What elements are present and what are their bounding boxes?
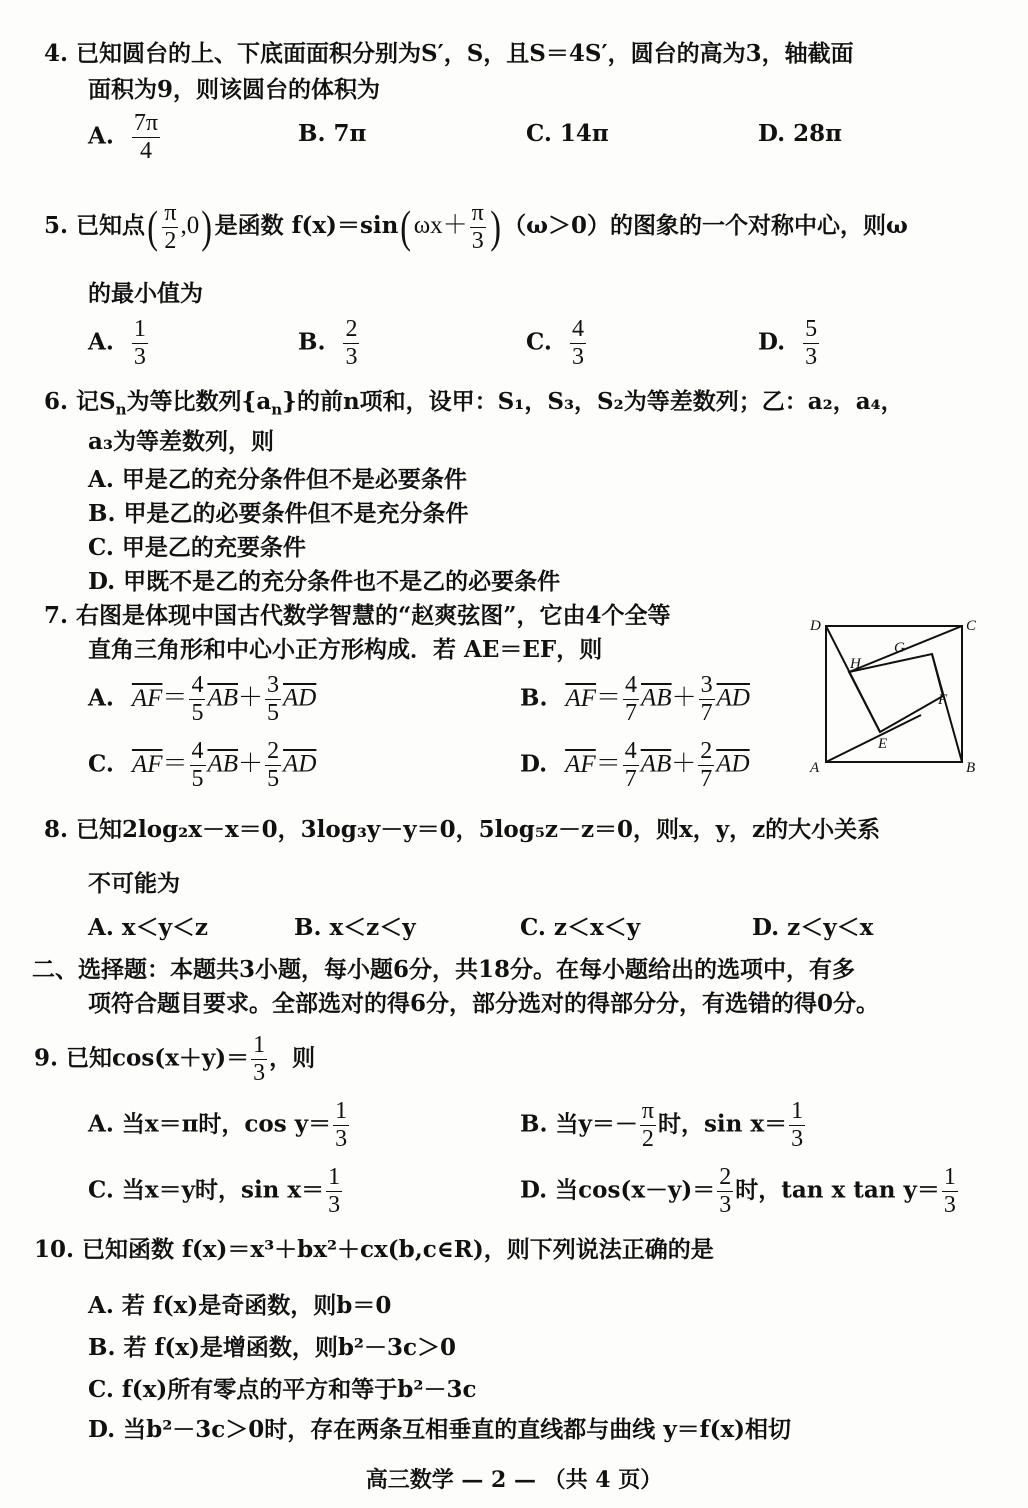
- q10-option-b: B. 若 f(x)是增函数，则b²－3c＞0: [88, 1334, 456, 1361]
- q5-text-3: （ω＞0）的图象的一个对称中心，则ω: [503, 212, 908, 239]
- q5-stem-line2: 的最小值为: [88, 280, 203, 307]
- q5-stem-line1: [44, 196, 908, 257]
- numerator: 4: [624, 738, 637, 764]
- q7-option-a: A. $\overline{AF}=$ $\frac{4}{5}$ $\overline{AB}+$ $\frac{3}{5}$ $\overline{AD}$: [88, 672, 317, 726]
- q8-option-a: A. x＜y＜z: [88, 914, 208, 941]
- numerator: 4: [625, 672, 638, 698]
- q9-text-1: 9. 已知cos(x＋y)＝: [34, 1044, 250, 1072]
- label: A.: [88, 684, 114, 712]
- vector-af: $\overline{AF}$: [131, 684, 163, 712]
- q5-option-a: [88, 316, 150, 371]
- fraction: [343, 316, 359, 371]
- section2-line2: 项符合题目要求。全部选对的得6分，部分选对的得部分分，有选错的得0分。: [88, 990, 880, 1017]
- label: B.: [520, 684, 548, 712]
- denominator: 3: [791, 1126, 804, 1152]
- page-footer: 高三数学 — 2 — （共 4 页）: [365, 1467, 663, 1493]
- paren-open: (: [400, 201, 412, 252]
- q5-point-fraction: [162, 200, 178, 255]
- text: C. 当x＝y时，sin x＝: [88, 1176, 325, 1204]
- q5-text-1: 5. 已知点: [44, 212, 146, 239]
- q9-option-b: [520, 1098, 807, 1153]
- segment-ae: [826, 715, 921, 762]
- segment-cg: [849, 626, 962, 672]
- q4-stem-line1: 4. 已知圆台的上、下底面面积分别为S′，S，且S＝4S′，圆台的高为3，轴截面: [44, 40, 854, 67]
- denominator: 3: [328, 1192, 341, 1218]
- denominator: 2: [641, 1126, 654, 1152]
- q4-option-a: [88, 110, 162, 165]
- numerator: 1: [328, 1164, 341, 1190]
- q8-option-b: B. x＜z＜y: [294, 914, 416, 941]
- q6-text-2: 为等比数列{a: [126, 388, 272, 415]
- label: C.: [526, 328, 552, 356]
- q7-stem-line2: 直角三角形和中心小正方形构成．若 AE＝EF，则: [88, 636, 603, 663]
- paren-open: (: [147, 201, 159, 252]
- label-b: B: [966, 760, 976, 776]
- q4-option-a-fraction: [132, 110, 160, 165]
- denominator: 5: [267, 700, 279, 726]
- text: A. 当x＝π时，cos y＝: [88, 1110, 332, 1138]
- denominator: 5: [191, 700, 204, 726]
- subscript: n: [115, 400, 127, 419]
- q8-option-d: D. z＜y＜x: [752, 914, 874, 941]
- denominator: 5: [191, 766, 204, 792]
- q5-option-b: [298, 316, 361, 371]
- q9-option-d: [520, 1164, 960, 1219]
- q9-text-2: ，则: [269, 1044, 316, 1072]
- numerator: π: [471, 199, 484, 226]
- label-e: E: [878, 736, 888, 752]
- numerator: 4: [571, 316, 584, 342]
- q6-text-1: 6. 记S: [44, 388, 116, 415]
- q6-stem-line1: [44, 386, 904, 426]
- paren-close: ): [201, 201, 213, 252]
- subscript: n: [271, 400, 283, 419]
- vector-ad: $\overline{AD}$: [283, 750, 317, 778]
- label-d: D: [810, 618, 821, 634]
- q4-option-a-label: A.: [88, 122, 114, 150]
- label-g: G: [894, 640, 905, 656]
- fraction: [570, 316, 586, 371]
- q7-option-b: B. $\overline{AF}=$ $\frac{4}{7}$ $\overline{AB}+$ $\frac{3}{7}$ $\overline{AD}$: [520, 672, 750, 726]
- section2-line1: 二、选择题：本题共3小题，每小题6分，共18分。在每小题给出的选项中，有多: [32, 956, 856, 983]
- q7-option-c: C. $\overline{AF}=$ $\frac{4}{5}$ $\overline{AB}+$ $\frac{2}{5}$ $\overline{AD}$: [88, 738, 317, 792]
- denominator: 7: [625, 700, 638, 726]
- vector-ad: $\overline{AD}$: [716, 750, 750, 778]
- q6-option-c: C. 甲是乙的充要条件: [88, 534, 306, 561]
- fraction: [789, 1098, 805, 1153]
- q5-arg-fraction: [470, 200, 486, 255]
- fraction: [190, 738, 206, 793]
- label-f: F: [938, 692, 948, 708]
- denominator: 7: [700, 766, 713, 792]
- q10-option-d: D. 当b²－3c＞0时，存在两条互相垂直的直线都与曲线 y＝f(x)相切: [88, 1416, 792, 1443]
- q6-option-a: A. 甲是乙的充分条件但不是必要条件: [88, 466, 467, 493]
- q5-text-2: 是函数 f(x)＝sin: [214, 212, 399, 239]
- q8-stem-line2: 不可能为: [88, 870, 180, 897]
- q4-stem-line2: 面积为9，则该圆台的体积为: [88, 76, 381, 103]
- q9-option-c: [88, 1164, 344, 1219]
- label: C.: [88, 750, 114, 778]
- numerator: 4: [191, 672, 204, 698]
- numerator: 7π: [133, 110, 158, 136]
- fraction: [717, 1164, 733, 1219]
- vector-ad: $\overline{AD}$: [716, 684, 750, 712]
- q6-stem-line2: a₃为等差数列，则: [88, 428, 274, 455]
- q5-option-c: [526, 316, 588, 371]
- vector-ab: $\overline{AB}$: [641, 684, 672, 712]
- text: 时，tan x tan y＝: [735, 1176, 940, 1204]
- denominator: 3: [471, 227, 484, 254]
- q6-option-d: D. 甲既不是乙的充分条件也不是乙的必要条件: [88, 568, 561, 595]
- denominator: 3: [335, 1126, 348, 1152]
- numerator: 1: [943, 1164, 956, 1190]
- q5-point-rest: ,0: [180, 212, 200, 239]
- label: D.: [758, 328, 786, 356]
- zhao-shuang-diagram: [806, 612, 986, 778]
- fraction: [265, 672, 281, 727]
- vector-af: $\overline{AF}$: [565, 750, 596, 778]
- numerator: 1: [335, 1098, 348, 1124]
- numerator: π: [164, 199, 177, 226]
- q7-stem-line1: 7. 右图是体现中国古代数学智慧的“赵爽弦图”，它由4个全等: [44, 602, 671, 629]
- vector-af: $\overline{AF}$: [565, 684, 597, 712]
- label: D.: [520, 750, 548, 778]
- q4-option-c: C. 14π: [526, 120, 609, 147]
- q8-option-c: C. z＜x＜y: [520, 914, 641, 941]
- numerator: 2: [700, 738, 713, 764]
- q6-text-3: }的前n项和，设甲：S₁，S₃，S₂为等差数列；乙：a₂，a₄，: [282, 388, 904, 415]
- fraction: [326, 1164, 342, 1219]
- fraction: [803, 316, 819, 371]
- q4-option-b: B. 7π: [298, 120, 367, 147]
- denominator: 3: [943, 1192, 956, 1218]
- denominator: 3: [345, 344, 358, 370]
- vector-ad: $\overline{AD}$: [283, 684, 317, 712]
- fraction: [189, 672, 205, 727]
- vector-ab: $\overline{AB}$: [640, 750, 672, 778]
- q10-stem: 10. 已知函数 f(x)＝x³＋bx²＋cx(b,c∈R)，则下列说法正确的是: [34, 1236, 714, 1263]
- fraction: [333, 1098, 349, 1153]
- q8-stem-line1: 8. 已知2log₂x－x＝0，3log₃y－y＝0，5log₅z－z＝0，则x，y，z的大小关系: [44, 816, 881, 843]
- denominator: 4: [139, 138, 152, 164]
- vector-ab: $\overline{AB}$: [207, 684, 238, 712]
- numerator: 5: [805, 316, 818, 342]
- q4-option-d: D. 28π: [758, 120, 842, 147]
- denominator: 7: [624, 766, 637, 792]
- q5-option-d: [758, 316, 821, 371]
- numerator: 2: [267, 738, 280, 764]
- denominator: 7: [700, 700, 713, 726]
- q10-option-c: C. f(x)所有零点的平方和等于b²－3c: [88, 1376, 477, 1403]
- fraction: [698, 738, 714, 793]
- denominator: 3: [133, 344, 146, 370]
- fraction: [623, 738, 639, 793]
- numerator: 3: [267, 672, 279, 698]
- text: B. 当y＝－: [520, 1110, 638, 1138]
- denominator: 3: [571, 344, 584, 370]
- q5-arg: ωx＋: [413, 212, 468, 239]
- numerator: 1: [791, 1098, 804, 1124]
- q7-option-d: D. $\overline{AF}=$ $\frac{4}{7}$ $\overline{AB}+$ $\frac{2}{7}$ $\overline{AD}$: [520, 738, 750, 792]
- text: 时，sin x＝: [657, 1110, 788, 1138]
- q6-option-b: B. 甲是乙的必要条件但不是充分条件: [88, 500, 469, 527]
- numerator: 1: [133, 316, 146, 342]
- fraction: [132, 316, 148, 371]
- numerator: 3: [700, 672, 713, 698]
- vector-ab: $\overline{AB}$: [207, 750, 239, 778]
- label: A.: [88, 328, 114, 356]
- fraction: [942, 1164, 958, 1219]
- paren-close: ): [490, 201, 501, 252]
- fraction: [623, 672, 639, 727]
- label-a: A: [810, 760, 820, 776]
- fraction: [251, 1032, 267, 1087]
- denominator: 5: [267, 766, 280, 792]
- vector-af: $\overline{AF}$: [131, 750, 163, 778]
- numerator: 1: [253, 1032, 266, 1058]
- label-c: C: [966, 618, 977, 634]
- text: D. 当cos(x－y)＝: [520, 1176, 716, 1204]
- denominator: 3: [805, 344, 818, 370]
- numerator: 2: [719, 1164, 732, 1190]
- numerator: 4: [191, 738, 204, 764]
- q9-option-a: [88, 1098, 351, 1153]
- fraction: [265, 738, 281, 793]
- denominator: 3: [253, 1060, 266, 1086]
- denominator: 2: [164, 227, 177, 254]
- label-h: H: [850, 656, 861, 672]
- label: B.: [298, 328, 326, 356]
- fraction: [699, 672, 715, 727]
- numerator: π: [641, 1098, 654, 1124]
- numerator: 2: [345, 316, 358, 342]
- q10-option-a: A. 若 f(x)是奇函数，则b＝0: [88, 1292, 392, 1319]
- fraction: [640, 1098, 656, 1153]
- q9-stem: [34, 1032, 315, 1087]
- denominator: 3: [719, 1192, 732, 1218]
